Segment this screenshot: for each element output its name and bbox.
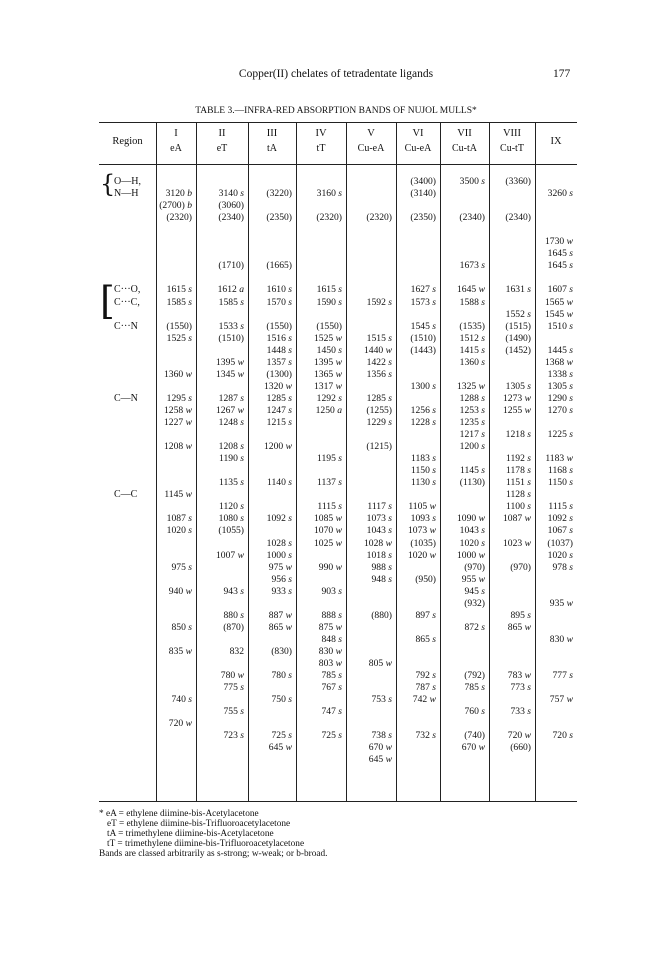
table-cell: 1043 s (366, 525, 392, 537)
table-cell: 1422 s (366, 356, 392, 368)
table-cell: 895 s (510, 609, 531, 621)
region-label: C···N (114, 320, 138, 332)
table-header-rule (99, 164, 577, 165)
table-cell: 1092 s (266, 513, 292, 525)
table-cell: (830) (271, 645, 292, 657)
table-cell: 1247 s (266, 404, 292, 416)
table-cell: 1067 s (547, 525, 573, 537)
table-cell: 1248 s (218, 417, 244, 428)
page-number: 177 (553, 68, 571, 80)
table-cell: 1338 s (547, 368, 573, 380)
table-cell: 830 w (318, 645, 342, 657)
table-cell: (1535) (459, 320, 485, 332)
table-cell: 3160 s (316, 188, 342, 200)
table-cell: 1028 s (266, 537, 292, 549)
table-cell: (1300) (266, 368, 292, 380)
table-cell: 773 s (510, 682, 531, 694)
table-cell: 1020 s (459, 537, 485, 549)
table-cell: 948 s (371, 573, 392, 585)
table-cell: 872 s (464, 621, 485, 633)
table-cell: (2340) (459, 212, 485, 224)
table-cell: 1357 s (266, 356, 292, 368)
region-label: C—C (114, 489, 138, 501)
table-cell: 1235 s (459, 417, 485, 428)
table-cell: 785 s (321, 670, 342, 682)
table-cell: 1208 s (218, 441, 244, 453)
table-cell: 865 s (415, 633, 436, 645)
table-cell: 1215 s (266, 417, 292, 428)
table-cell: 1573 s (410, 296, 436, 308)
table-cell: 1516 s (266, 332, 292, 344)
table-cell: 990 w (318, 561, 342, 573)
table-cell: (2320) (166, 212, 192, 224)
table-cell: 1360 w (164, 368, 192, 380)
table-cell: 1087 w (503, 513, 531, 525)
table-cell: 1135 s (219, 477, 244, 489)
table-cell: 1565 w (545, 296, 573, 308)
table-bottom-rule (99, 801, 577, 802)
table-cell: 1510 s (547, 320, 573, 332)
brace-glyph: [ (100, 279, 115, 324)
column-number: III (266, 128, 278, 139)
table-cell: 1552 s (505, 308, 531, 320)
table-cell: 775 s (223, 682, 244, 694)
table-cell: 865 w (507, 621, 531, 633)
table-cell: 1190 s (219, 453, 244, 465)
table-cell: 875 w (318, 621, 342, 633)
table-cell: 1073 s (366, 513, 392, 525)
table-cell: (970) (464, 561, 485, 573)
table-cell: 1512 s (459, 332, 485, 344)
table-cell: 750 s (271, 694, 292, 706)
table-cell: 670 w (461, 742, 485, 754)
table-cell: 1092 s (547, 513, 573, 525)
table-cell: 1145 w (164, 489, 192, 501)
table-cell: 1229 s (366, 417, 392, 428)
table-cell: 850 s (171, 621, 192, 633)
table-cell: 1228 s (410, 417, 436, 428)
table-cell: (1130) (459, 477, 485, 489)
column-number: II (218, 128, 226, 139)
table-cell: (1550) (316, 320, 342, 332)
table-cell: 1028 w (364, 537, 392, 549)
table-cell: 1290 s (547, 392, 573, 404)
table-cell: 1130 s (411, 477, 436, 489)
table-cell: 1137 s (317, 477, 342, 489)
table-cell: 848 s (321, 633, 342, 645)
table-cell: 1615 s (316, 284, 342, 296)
table-cell: 3140 s (218, 188, 244, 200)
table-cell: 1195 s (317, 453, 342, 465)
table-cell: (1255) (366, 404, 392, 416)
table-cell: 783 w (507, 670, 531, 682)
table-cell: 956 s (271, 573, 292, 585)
table-cell: 1020 s (166, 525, 192, 537)
table-cell: 1258 w (164, 404, 192, 416)
region-label: C···O, (114, 284, 141, 296)
table-cell: 1525 w (314, 332, 342, 344)
table-cell: 1253 s (459, 404, 485, 416)
table-cell: 1585 s (218, 296, 244, 308)
table-cell: 757 w (549, 694, 573, 706)
table-cell: 1295 s (166, 392, 192, 404)
table-cell: 865 w (268, 621, 292, 633)
table-cell: 1267 w (216, 404, 244, 416)
footnote-3: tA = trimethylene diimine-bis-Acetylacetone (107, 829, 274, 839)
table-cell: 1256 s (410, 404, 436, 416)
table-cell: 1325 w (457, 380, 485, 392)
table-cell: 1545 s (410, 320, 436, 332)
column-number: V (367, 128, 375, 139)
table-cell: 1445 s (547, 344, 573, 356)
table-cell: 805 w (368, 658, 392, 669)
region-label: C···C, (114, 296, 140, 308)
table-cell: (1443) (410, 344, 436, 356)
table-cell: 767 s (321, 682, 342, 694)
table-cell: 1140 s (267, 477, 292, 489)
table-cell: 1255 w (503, 404, 531, 416)
table-cell: 1610 s (266, 284, 292, 296)
table-cell: 1440 w (364, 344, 392, 356)
table-cell: 803 w (318, 658, 342, 669)
table-cell: 1105 w (408, 501, 436, 513)
table-cell: 720 w (507, 730, 531, 742)
table-cell: 1178 s (506, 465, 531, 477)
table-cell: (1037) (547, 537, 573, 549)
table-cell: (2700) b (159, 200, 192, 212)
table-cell: 740 s (171, 694, 192, 706)
table-cell: 830 w (549, 633, 573, 645)
table-cell: 725 s (321, 730, 342, 742)
table-cell: 1225 s (547, 429, 573, 441)
table-cell: 1090 w (457, 513, 485, 525)
running-title: Copper(II) chelates of tetradentate ligands (238, 68, 434, 80)
table-cell: 935 w (549, 597, 573, 609)
column-abbreviation: Cu-tT (500, 143, 524, 154)
table-cell: 1285 s (366, 392, 392, 404)
table-cell: 760 s (464, 706, 485, 718)
table-cell: 1305 s (505, 380, 531, 392)
column-abbreviation: tA (267, 143, 277, 154)
table-cell: 1645 s (547, 248, 573, 260)
table-cell: 1000 w (457, 549, 485, 561)
region-heading: Region (112, 136, 143, 147)
table-cell: 1020 w (408, 549, 436, 561)
column-abbreviation: Cu-eA (404, 143, 432, 154)
table-cell: 755 s (223, 706, 244, 718)
table-cell: 1000 s (266, 549, 292, 561)
table-cell: 975 w (268, 561, 292, 573)
table-cell: 978 s (552, 561, 573, 573)
table-cell: 645 w (368, 754, 392, 766)
table-cell: 1627 s (410, 284, 436, 296)
table-cell: 1585 s (166, 296, 192, 308)
table-cell: 1192 s (506, 453, 531, 465)
table-cell: 1120 s (219, 501, 244, 513)
table-cell: 738 s (371, 730, 392, 742)
table-cell: 1183 w (545, 453, 573, 465)
column-number: IV (315, 128, 327, 139)
table-cell: 940 w (168, 585, 192, 597)
table-cell: (1215) (366, 441, 392, 453)
table-cell: 1645 w (457, 284, 485, 296)
table-cell: 887 w (268, 609, 292, 621)
column-abbreviation: eA (170, 143, 182, 154)
table-cell: 792 s (415, 670, 436, 682)
table-cell: 1115 s (548, 501, 573, 513)
table-cell: 1300 s (410, 380, 436, 392)
table-cell: 1208 w (164, 441, 192, 453)
table-cell: 733 s (510, 706, 531, 718)
table-cell: 1273 w (503, 392, 531, 404)
table-cell: 1533 s (218, 320, 244, 332)
table-cell: 1080 s (218, 513, 244, 525)
table-cell: 777 s (552, 670, 573, 682)
table-cell: 1545 w (545, 308, 573, 320)
column-number: IX (550, 136, 562, 147)
table-cell: 1070 w (314, 525, 342, 537)
table-cell: 732 s (415, 730, 436, 742)
table-cell: 1151 s (506, 477, 531, 489)
table-cell: 832 (229, 645, 244, 657)
table-cell: 1515 s (366, 332, 392, 344)
table-cell: (792) (464, 670, 485, 682)
table-cell: 1200 s (459, 441, 485, 453)
table-cell: 787 s (415, 682, 436, 694)
brace-glyph: { (100, 170, 116, 198)
column-number: VII (457, 128, 472, 139)
table-cell: 720 w (168, 718, 192, 730)
table-cell: 1360 s (459, 356, 485, 368)
table-cell: (1510) (410, 332, 436, 344)
table-cell: 1085 w (314, 513, 342, 525)
table-cell: (2350) (266, 212, 292, 224)
table-cell: 1023 w (503, 537, 531, 549)
table-cell: 1073 w (408, 525, 436, 537)
table-cell: (1452) (505, 344, 531, 356)
table-cell: 888 s (321, 609, 342, 621)
table-cell: 943 s (223, 585, 244, 597)
table-cell: 903 s (321, 585, 342, 597)
table-cell: 1025 w (314, 537, 342, 549)
table-cell: (740) (464, 730, 485, 742)
table-cell: 1631 s (505, 284, 531, 296)
table-cell: 3260 s (547, 188, 573, 200)
column-divider (440, 123, 441, 801)
table-cell: 1292 s (316, 392, 342, 404)
table-cell: 835 w (168, 645, 192, 657)
table-cell: 1270 s (547, 404, 573, 416)
table-cell: (870) (223, 621, 244, 633)
table-cell: 1150 s (411, 465, 436, 477)
column-abbreviation: Cu-eA (357, 143, 385, 154)
table-cell: (3360) (505, 176, 531, 187)
table-cell: (1710) (218, 260, 244, 272)
table-cell: 1128 s (506, 489, 531, 501)
table-cell: 725 s (271, 730, 292, 742)
table-cell: 1117 s (367, 501, 392, 513)
table-cell: 897 s (415, 609, 436, 621)
column-abbreviation: tT (316, 143, 326, 154)
table-cell: (1665) (266, 260, 292, 272)
table-cell: (3400) (410, 176, 436, 187)
table-cell: 945 s (464, 585, 485, 597)
table-cell: 1305 s (547, 380, 573, 392)
table-cell: 780 w (220, 670, 244, 682)
region-label: O—H, (114, 176, 141, 187)
table-cell: (2340) (505, 212, 531, 224)
table-cell: 1345 w (216, 368, 244, 380)
table-cell: 1285 s (266, 392, 292, 404)
table-cell: 1730 w (545, 236, 573, 248)
table-cell: 1415 s (459, 344, 485, 356)
table-cell: 1043 s (459, 525, 485, 537)
table-cell: (3220) (266, 188, 292, 200)
table-cell: 1590 s (316, 296, 342, 308)
table-cell: 1673 s (459, 260, 485, 272)
table-cell: 1368 w (545, 356, 573, 368)
table-cell: 1287 s (218, 392, 244, 404)
table-cell: 1588 s (459, 296, 485, 308)
table-cell: 1020 s (547, 549, 573, 561)
table-cell: 1087 s (166, 513, 192, 525)
table-cell: (2350) (410, 212, 436, 224)
table-cell: (1515) (505, 320, 531, 332)
column-number: VI (412, 128, 424, 139)
table-cell: 1365 w (314, 368, 342, 380)
table-cell: (970) (510, 561, 531, 573)
table-cell: (2320) (366, 212, 392, 224)
table-cell: 933 s (271, 585, 292, 597)
table-cell: (1510) (218, 332, 244, 344)
table-top-rule (99, 122, 577, 123)
table-cell: 1320 w (264, 380, 292, 392)
table-cell: 1217 s (459, 429, 485, 441)
table-cell: (1550) (166, 320, 192, 332)
table-cell: 1570 s (266, 296, 292, 308)
table-cell: 3120 b (165, 188, 192, 200)
footnote-5: Bands are classed arbitrarily as s-strong; w-weak; or b-broad. (99, 849, 328, 859)
table-cell: 955 w (461, 573, 485, 585)
table-cell: 780 s (271, 670, 292, 682)
table-cell: 1645 s (547, 260, 573, 272)
footnote-1: * eA = ethylene diimine-bis-Acetylacetone (99, 809, 259, 819)
table-cell: 742 w (412, 694, 436, 706)
table-cell: 1093 s (410, 513, 436, 525)
column-abbreviation: Cu-tA (452, 143, 477, 154)
table-cell: 1250 a (315, 404, 342, 416)
table-cell: 1115 s (317, 501, 342, 513)
table-cell: 670 w (368, 742, 392, 754)
table-cell: 1395 w (216, 356, 244, 368)
table-cell: 975 s (171, 561, 192, 573)
footnote-2: eT = ethylene diimine-bis-Trifluoroacetylacetone (107, 819, 291, 829)
table-cell: 1200 w (264, 441, 292, 453)
table-cell: 1615 s (166, 284, 192, 296)
table-cell: 747 s (321, 706, 342, 718)
table-cell: 1018 s (366, 549, 392, 561)
table-cell: 1183 s (411, 453, 436, 465)
region-label: C—N (114, 392, 138, 404)
column-number: I (174, 128, 178, 139)
table-cell: 1592 s (366, 296, 392, 308)
table-cell: (660) (510, 742, 531, 754)
table-cell: 1317 w (314, 380, 342, 392)
table-cell: 1612 a (217, 284, 244, 296)
table-cell: 1395 w (314, 356, 342, 368)
table-cell: (1035) (410, 537, 436, 549)
region-label: N—H (114, 188, 139, 200)
table-cell: (1055) (218, 525, 244, 537)
table-cell: (932) (464, 597, 485, 609)
footnote-4: tT = trimethylene diimine-bis-Trifluoroacetylacetone (107, 839, 305, 849)
table-cell: 1218 s (505, 429, 531, 441)
table-cell: 785 s (464, 682, 485, 694)
table-cell: 3500 s (459, 176, 485, 187)
table-cell: (2340) (218, 212, 244, 224)
table-cell: 1227 w (164, 417, 192, 428)
table-cell: 720 s (552, 730, 573, 742)
table-cell: 1356 s (366, 368, 392, 380)
table-cell: (3060) (218, 200, 244, 212)
table-cell: 1288 s (459, 392, 485, 404)
table-cell: (950) (415, 573, 436, 585)
table-cell: (3140) (410, 188, 436, 200)
table-cell: 1168 s (548, 465, 573, 477)
table-cell: 1100 s (506, 501, 531, 513)
table-cell: 723 s (223, 730, 244, 742)
table-cell: 1607 s (547, 284, 573, 296)
table-cell: 1525 s (166, 332, 192, 344)
table-cell: 1450 s (316, 344, 342, 356)
table-cell: 645 w (268, 742, 292, 754)
table-cell: (1550) (266, 320, 292, 332)
column-number: VIII (502, 128, 522, 139)
table-cell: 880 s (223, 609, 244, 621)
table-cell: (2320) (316, 212, 342, 224)
table-cell: 1145 s (460, 465, 485, 477)
table-cell: (1490) (505, 332, 531, 344)
table-cell: (880) (371, 609, 392, 621)
table-cell: 988 s (371, 561, 392, 573)
column-abbreviation: eT (216, 143, 228, 154)
table-caption: TABLE 3.—INFRA-RED ABSORPTION BANDS OF NUJOL MULLS* (195, 106, 477, 116)
table-cell: 753 s (371, 694, 392, 706)
table-cell: 1448 s (266, 344, 292, 356)
table-cell: 1150 s (548, 477, 573, 489)
table-cell: 1007 w (216, 549, 244, 561)
